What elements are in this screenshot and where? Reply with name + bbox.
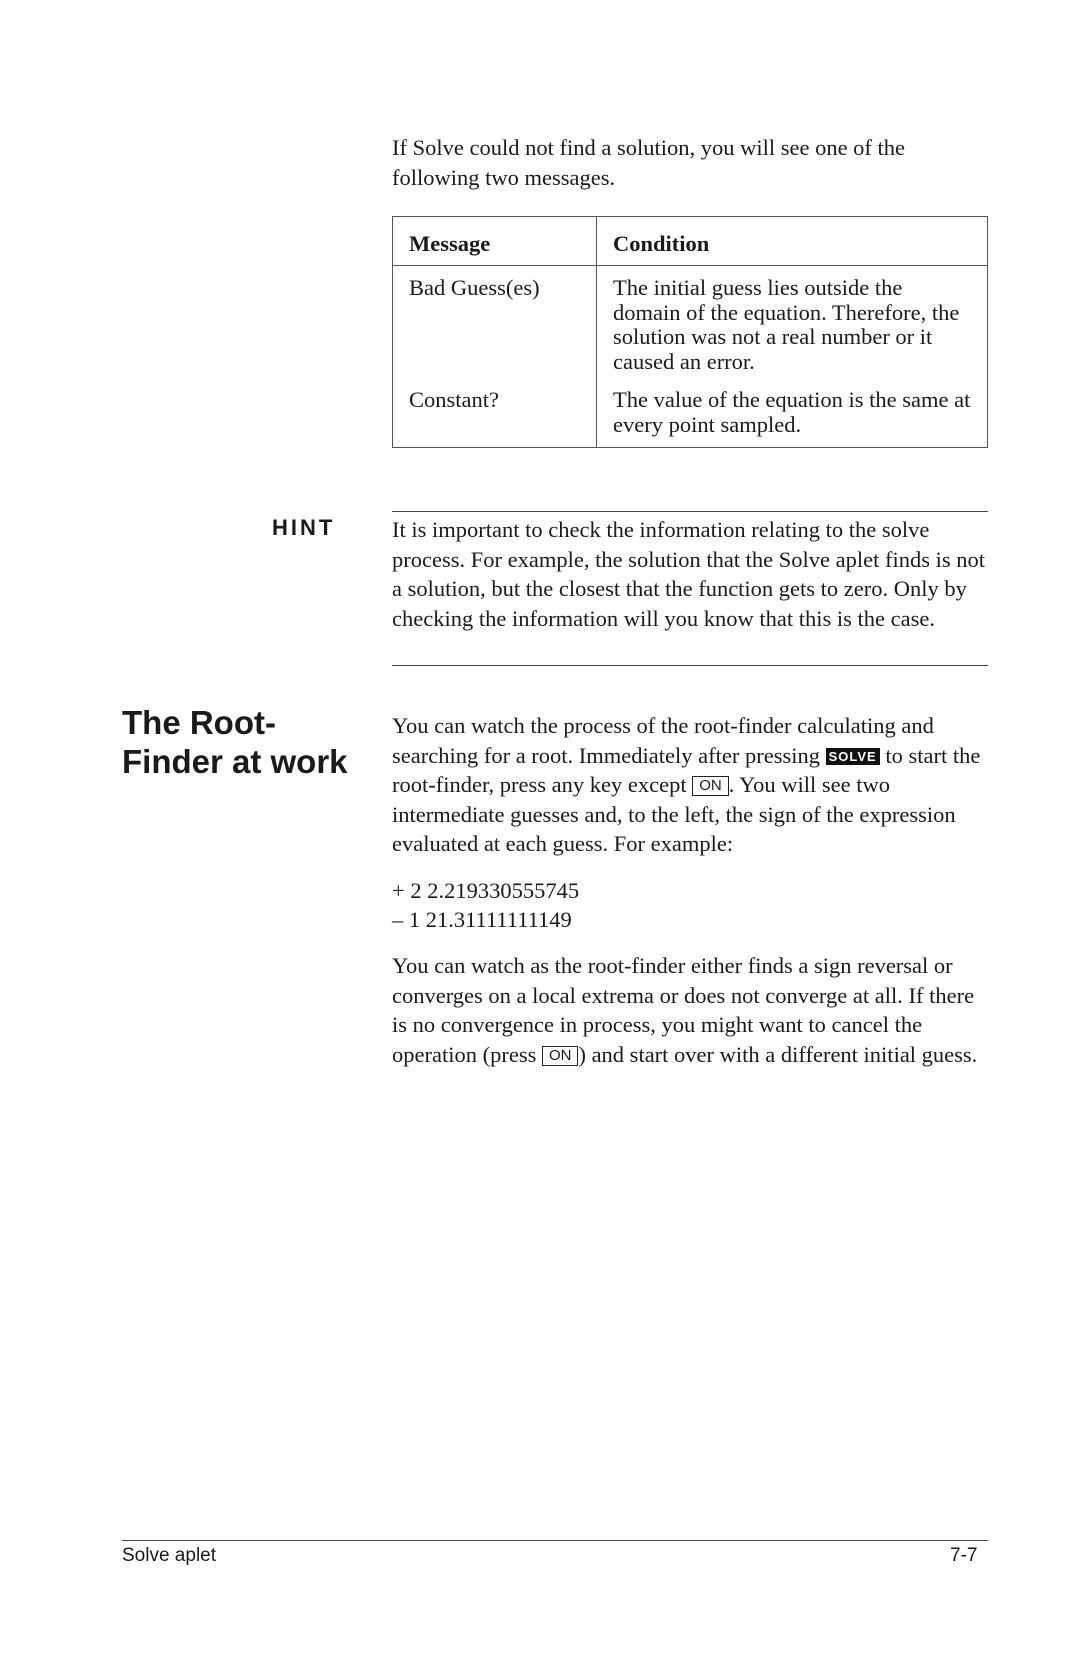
solve-softkey-icon: SOLVE — [826, 748, 880, 765]
table-row — [393, 266, 988, 379]
table-cell-condition: The initial guess lies outside the domain of the equation. Therefore, the solution was not a real number or it caused an error. — [597, 266, 988, 379]
convergence-paragraph — [392, 951, 992, 1069]
table-cell-condition: The value of the equation is the same at every point sampled. — [597, 378, 988, 448]
table-cell-message: Constant? — [393, 378, 597, 448]
on-key-icon: ON — [692, 776, 729, 796]
column-header-message: Message — [393, 217, 597, 266]
hint-top-rule — [392, 511, 988, 512]
hint-text: It is important to check the information relating to the solve process. For example, the solution that the Solve aplet finds is not a solution, but the closest that the function gets to zero. Only by checking the information will you know that this is the case. — [392, 517, 986, 631]
hint-label: HINT — [272, 515, 336, 540]
paragraph-text: ) and start over with a different initial guess. — [578, 1041, 978, 1067]
footer-page-number: 7-7 — [950, 1545, 978, 1566]
paragraph-text: You can watch the process of the root-finder calculating and searching for a root. Immediately after pressing — [392, 713, 934, 768]
paragraph-text: to start the root-finder, press any key except — [392, 742, 981, 797]
example-line: – 1 21.31111111149 — [392, 907, 572, 932]
root-finder-paragraph — [392, 711, 992, 859]
table-row — [393, 378, 988, 448]
section-heading: The Root-Finder at work — [122, 704, 348, 780]
intro-paragraph: If Solve could not find a solution, you will see one of the following two messages. — [392, 135, 906, 190]
table-header-row — [393, 217, 988, 266]
footer-chapter-title: Solve aplet — [122, 1545, 217, 1566]
paragraph-text: . You will see two intermediate guesses and, to the left, the sign of the expression evaluated at each guess. For example: — [392, 772, 956, 856]
table-cell-message: Bad Guess(es) — [393, 266, 597, 379]
column-header-condition: Condition — [597, 217, 988, 266]
hint-bottom-rule — [392, 665, 988, 666]
example-line: + 2 2.219330555745 — [392, 878, 580, 903]
footer-rule — [122, 1540, 988, 1541]
message-table — [392, 216, 988, 448]
paragraph-text: You can watch as the root-finder either finds a sign reversal or converges on a local extrema or does not converge at all. If there is no convergence in process, you might want to cancel the operation (press — [392, 953, 975, 1067]
on-key-icon: ON — [542, 1046, 579, 1066]
